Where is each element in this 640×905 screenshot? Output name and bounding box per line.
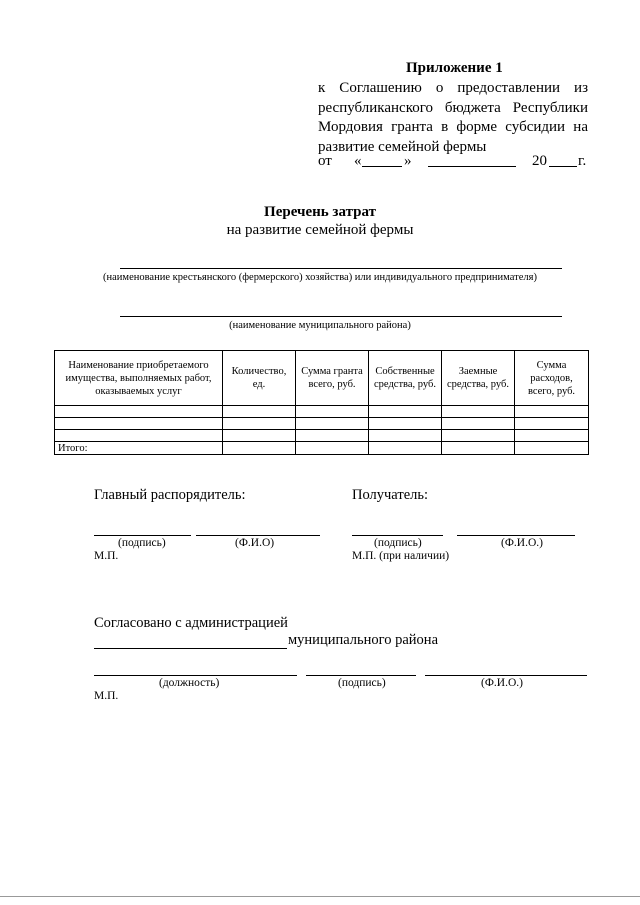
appendix-line-4: развитие семейной фермы [318, 138, 487, 155]
table-cell[interactable] [55, 418, 223, 430]
appendix-line-3: Мордовия гранта в форме субсидии на [318, 119, 588, 135]
manager-signature-caption: (подпись) [118, 537, 166, 549]
appendix-line-2: республиканского бюджета Республики [318, 99, 588, 116]
table-cell[interactable] [223, 442, 296, 455]
manager-name-line[interactable] [196, 535, 320, 536]
table-cell[interactable] [369, 430, 442, 442]
appendix-title: Приложение 1 [406, 60, 503, 76]
appendix-line-1: к Соглашению о предоставлении из [318, 80, 588, 96]
manager-stamp: М.П. [94, 550, 119, 562]
table-cell[interactable] [55, 406, 223, 418]
agreed-stamp: М.П. [94, 690, 119, 702]
header-total-expenses: Сумма расходов, всего, руб. [515, 351, 589, 406]
recipient-stamp: М.П. (при наличии) [352, 550, 450, 562]
agreed-signature-caption: (подпись) [338, 677, 386, 689]
recipient-name-caption: (Ф.И.О.) [501, 537, 543, 549]
recipient-label: Получатель: [352, 487, 429, 503]
date-year-suffix: г. [578, 153, 587, 169]
recipient-signature-caption: (подпись) [374, 537, 422, 549]
document-title: Перечень затрат [264, 204, 376, 220]
district-name-caption: (наименование муниципального района) [229, 320, 411, 331]
agreed-label: Согласовано с администрацией [94, 615, 288, 631]
table-total-row [55, 442, 589, 455]
table-cell[interactable] [55, 430, 223, 442]
header-quantity: Количество, ед. [223, 351, 296, 406]
date-year-blank [549, 166, 577, 167]
date-quote-close: » [404, 153, 412, 169]
district-name-line [120, 316, 562, 317]
agreed-signature-line[interactable] [306, 675, 416, 676]
table-row [55, 418, 589, 430]
table-cell[interactable] [515, 442, 589, 455]
table-cell[interactable] [223, 406, 296, 418]
table-cell[interactable] [369, 418, 442, 430]
table-cell[interactable] [442, 418, 515, 430]
manager-label: Главный распорядитель: [94, 487, 246, 503]
position-line[interactable] [94, 675, 297, 676]
manager-signature-line[interactable] [94, 535, 191, 536]
page-bottom-edge [0, 896, 640, 897]
agreed-name-caption: (Ф.И.О.) [481, 677, 523, 689]
date-quote-open: « [354, 153, 362, 169]
date-year-prefix: 20 [532, 153, 547, 169]
table-cell[interactable] [515, 406, 589, 418]
table-cell[interactable] [223, 418, 296, 430]
table-header-row [55, 351, 589, 406]
farm-name-line [120, 268, 562, 269]
table-cell[interactable] [223, 430, 296, 442]
farm-name-caption: (наименование крестьянского (фермерского) хозяйства) или индивидуального предпринимателя) [103, 272, 537, 283]
table-cell[interactable] [442, 406, 515, 418]
table-row [55, 406, 589, 418]
recipient-name-line[interactable] [457, 535, 575, 536]
table-cell[interactable] [369, 442, 442, 455]
manager-name-caption: (Ф.И.О) [235, 537, 275, 549]
table-row [55, 430, 589, 442]
costs-table [54, 350, 589, 455]
table-cell[interactable] [369, 406, 442, 418]
date-day-blank [362, 166, 402, 167]
header-own-funds: Собственные средства, руб. [369, 351, 442, 406]
total-label: Итого: [55, 442, 223, 455]
agreed-name-line[interactable] [425, 675, 587, 676]
date-month-blank [428, 166, 516, 167]
table-cell[interactable] [296, 442, 369, 455]
table-cell[interactable] [296, 430, 369, 442]
table-cell[interactable] [442, 430, 515, 442]
agreed-district-text: муниципального района [288, 632, 438, 648]
table-cell[interactable] [442, 442, 515, 455]
date-from-label: от [318, 153, 332, 169]
table-cell[interactable] [515, 418, 589, 430]
table-cell[interactable] [296, 418, 369, 430]
agreement-date-row [318, 153, 588, 171]
appendix-reference [318, 79, 588, 157]
header-borrowed-funds: Заемные средства, руб. [442, 351, 515, 406]
table-cell[interactable] [296, 406, 369, 418]
administration-name-line[interactable] [94, 648, 287, 649]
recipient-signature-line[interactable] [352, 535, 443, 536]
position-caption: (должность) [159, 677, 220, 689]
table-cell[interactable] [515, 430, 589, 442]
document-subtitle: на развитие семейной фермы [226, 222, 414, 238]
header-item-name: Наименование приобретаемого имущества, выполняемых работ, оказываемых услуг [55, 351, 223, 406]
header-grant-sum: Сумма гранта всего, руб. [296, 351, 369, 406]
